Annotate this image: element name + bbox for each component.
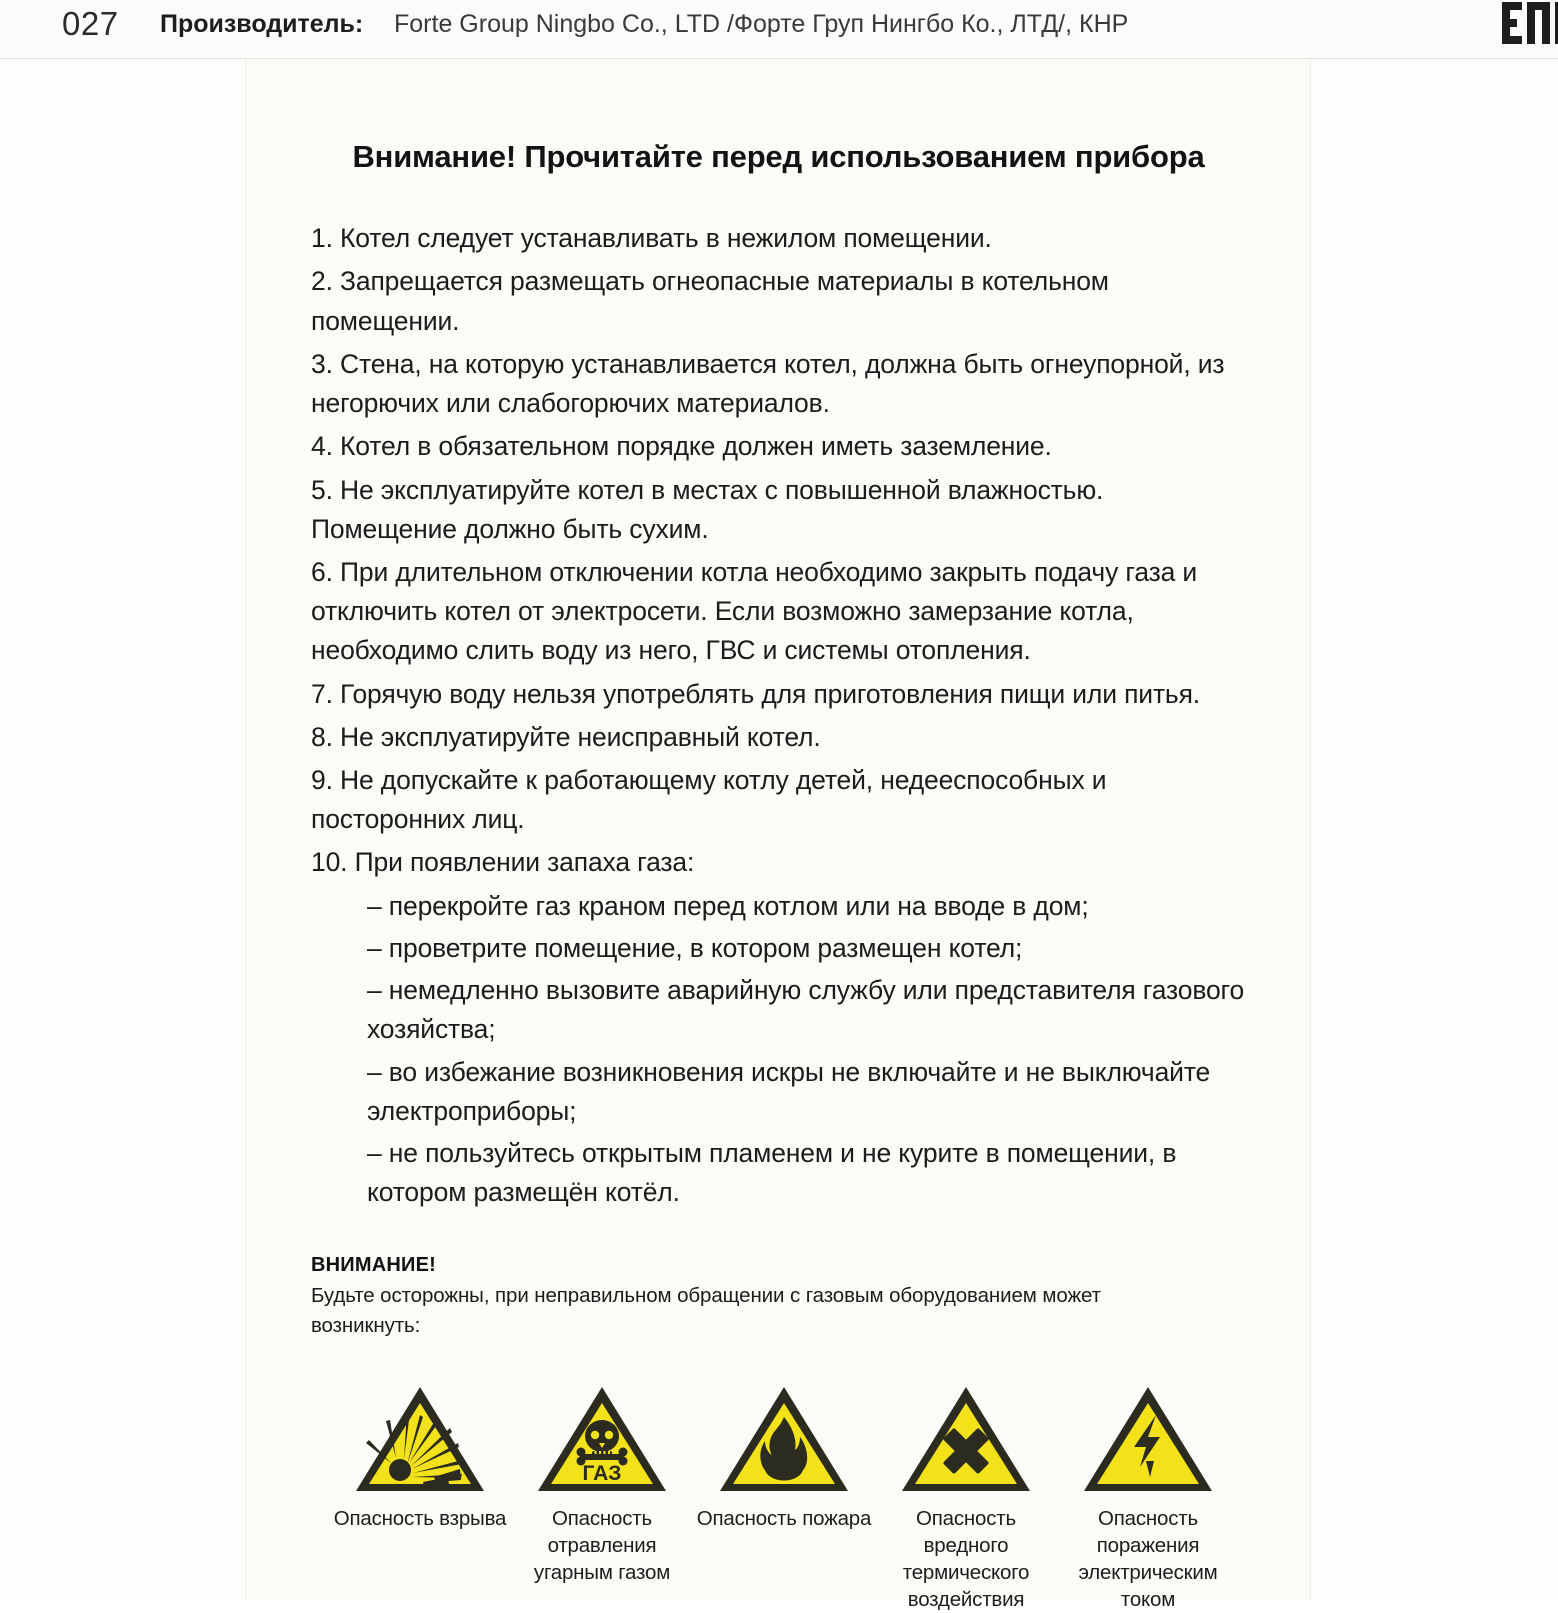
list-item: 10. При появлении запаха газа: bbox=[311, 847, 695, 878]
hazard-caption: Опасность пожара bbox=[696, 1506, 872, 1530]
hazard-caption: Опасность отравления угарным газом bbox=[533, 1506, 671, 1584]
list-item: – не пользуйтесь открытым пламенем и не курите в помещении, в котором размещён котёл. bbox=[367, 1138, 1177, 1208]
gas-sign-label: ГАЗ bbox=[582, 1461, 622, 1485]
harmful-thermal-hazard-icon bbox=[898, 1381, 1034, 1497]
page-title: Внимание! Прочитайте перед использованием прибора bbox=[352, 139, 1205, 174]
manufacturer-label: Производитель: bbox=[160, 10, 364, 38]
hazard-item bbox=[1057, 1381, 1239, 1613]
eac-conformity-mark-icon bbox=[1502, 2, 1558, 44]
hazard-item bbox=[329, 1381, 511, 1532]
attention-text: Будьте осторожны, при неправильном обращении с газовым оборудованием может возникнуть: bbox=[311, 1284, 1101, 1338]
hazard-signs-row bbox=[311, 1381, 1246, 1613]
list-item: – перекройте газ краном перед котлом или на вводе в дом; bbox=[367, 890, 1089, 921]
electric-shock-hazard-icon bbox=[1080, 1381, 1216, 1497]
hazard-item bbox=[693, 1381, 875, 1532]
list-item: 4. Котел в обязательном порядке должен иметь заземление. bbox=[311, 431, 1052, 462]
list-item: 9. Не допускайте к работающему котлу детей, недееспособных и посторонних лиц. bbox=[311, 765, 1107, 835]
list-item: – немедленно вызовите аварийную службу или представителя газового хозяйства; bbox=[367, 975, 1245, 1045]
hazard-caption: Опасность взрыва bbox=[333, 1506, 507, 1530]
explosion-hazard-icon bbox=[352, 1381, 488, 1497]
list-item: 2. Запрещается размещать огнеопасные материалы в котельном помещении. bbox=[311, 266, 1109, 336]
list-item: 3. Стена, на которую устанавливается котел, должна быть огнеупорной, из негорючих или слабогорючих материалов. bbox=[311, 348, 1225, 419]
list-item: 8. Не эксплуатируйте неисправный котел. bbox=[311, 721, 821, 752]
leaflet-page bbox=[246, 60, 1310, 1612]
toxic-gas-hazard-icon bbox=[534, 1381, 670, 1497]
list-item: 5. Не эксплуатируйте котел в местах с повышенной влажностью. Помещение должно быть сухим. bbox=[311, 474, 1104, 544]
hazard-caption: Опасность вредного термического воздействия bbox=[902, 1506, 1030, 1612]
leaflet-content bbox=[311, 138, 1246, 1613]
page-number: 027 bbox=[62, 5, 119, 42]
safety-rules-list bbox=[311, 219, 1246, 883]
list-item: 7. Горячую воду нельзя употреблять для приготовления пищи или питья. bbox=[311, 678, 1201, 709]
hazard-item bbox=[511, 1381, 693, 1586]
list-item: – во избежание возникновения искры не включайте и не выключайте электроприборы; bbox=[367, 1056, 1211, 1126]
list-item: 1. Котел следует устанавливать в нежилом помещении. bbox=[311, 223, 992, 254]
manufacturer-value: Forte Group Ningbo Co., LTD /Форте Груп Нингбо Ко., ЛТД/, КНР bbox=[394, 10, 1129, 38]
gas-smell-substeps-list bbox=[311, 887, 1246, 1213]
attention-heading: ВНИМАНИЕ! bbox=[311, 1254, 436, 1277]
hazard-item bbox=[875, 1381, 1057, 1613]
hazard-caption: Опасность поражения электрическим током bbox=[1078, 1506, 1218, 1612]
list-item: 6. При длительном отключении котла необходимо закрыть подачу газа и отключить котел от электросети. Если возможно замерзание котла, необходимо слить воду из него, ГВС и системы отопления. bbox=[311, 556, 1198, 666]
list-item: – проветрите помещение, в котором размещен котел; bbox=[367, 932, 1023, 963]
page-header-band bbox=[0, 0, 1558, 59]
attention-block bbox=[311, 1254, 1246, 1340]
fire-hazard-icon bbox=[716, 1381, 852, 1497]
